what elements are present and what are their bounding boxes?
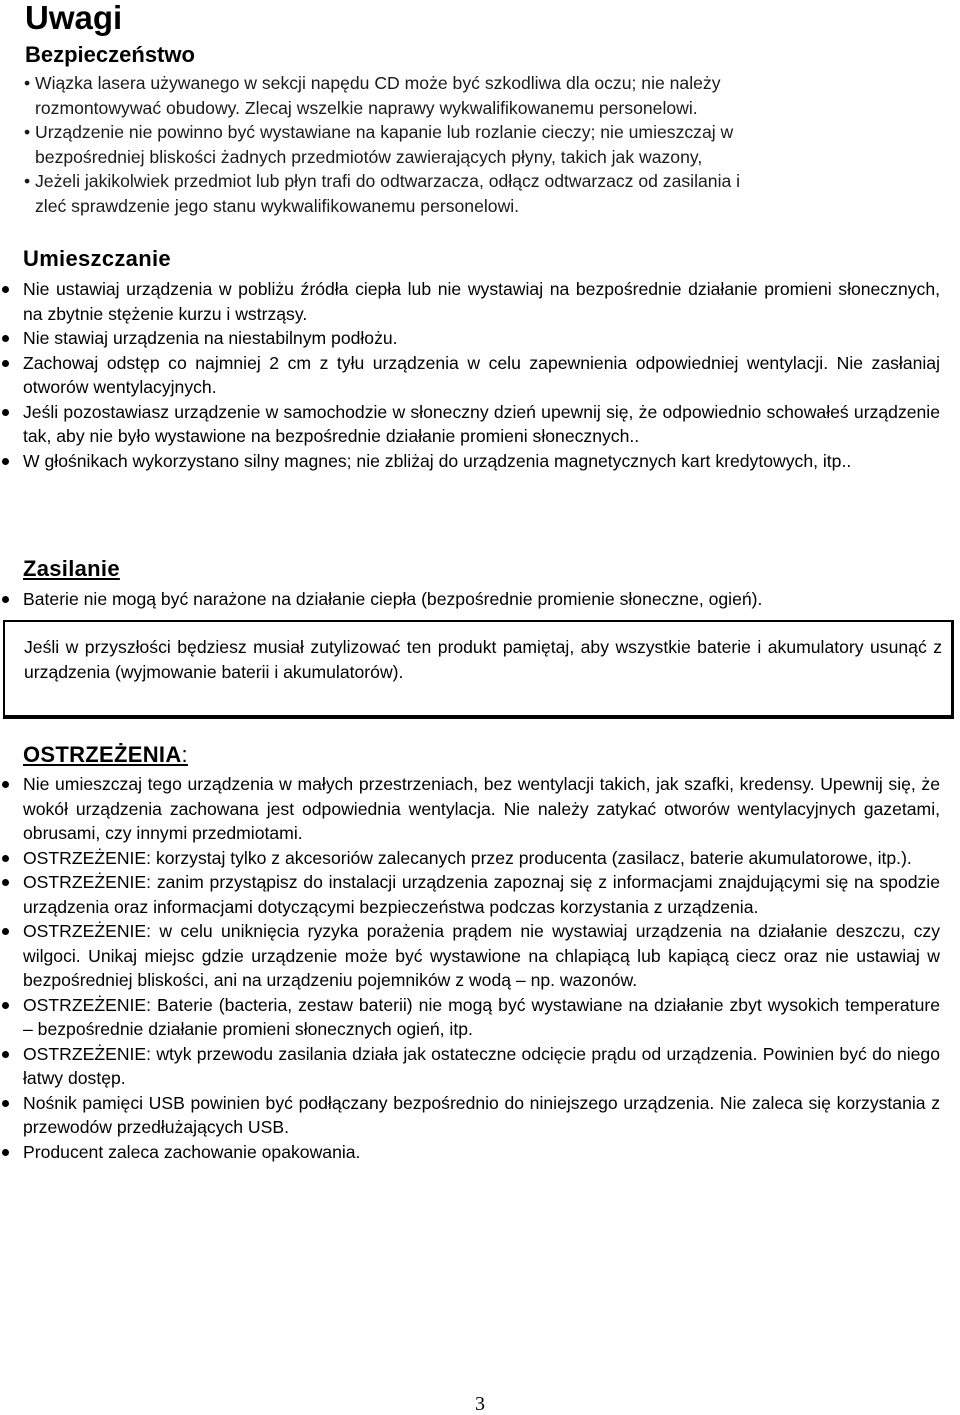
bullet-icon xyxy=(2,596,9,603)
list-item xyxy=(0,870,940,919)
section-heading-placement: Umieszczanie xyxy=(23,246,171,271)
bullet-icon xyxy=(2,928,9,935)
list-item xyxy=(24,194,944,219)
bullet-icon xyxy=(2,1002,9,1009)
list-item-text: W głośnikach wykorzystano silny magnes; nie zbliżaj do urządzenia magnetycznych kart kredytowych, itp.. xyxy=(23,450,852,471)
bullet-icon xyxy=(2,409,9,416)
page-number: 3 xyxy=(475,1393,485,1415)
section-heading-power xyxy=(23,556,120,582)
safety-line: Jeżeli jakikolwiek przedmiot lub płyn trafi do odtwarzacza, odłącz odtwarzacz od zasilania i xyxy=(35,171,741,191)
list-item xyxy=(24,96,944,121)
bullet-icon xyxy=(2,458,9,465)
list-item xyxy=(0,772,940,846)
bullet-icon xyxy=(2,879,9,886)
list-item-text: OSTRZEŻENIE: zanim przystąpisz do instalacji urządzenia zapoznaj się z informacjami znajdującymi się na spodzie urządzenia oraz informacjami dotyczącymi bezpieczeństwa podczas korzystania z urządzenia. xyxy=(23,872,940,917)
list-item-text: Zachowaj odstęp co najmniej 2 cm z tyłu urządzenia w celu zapewnienia odpowiedniej wentylacji. Nie zasłaniaj otworów wentylacyjnych. xyxy=(23,352,940,397)
warnings-list xyxy=(0,772,960,1164)
list-item xyxy=(24,120,944,145)
section-heading-warnings xyxy=(23,742,188,768)
bullet-icon xyxy=(2,286,9,293)
list-item xyxy=(24,169,944,194)
list-item xyxy=(24,145,944,170)
list-item xyxy=(0,326,940,351)
warnings-heading-colon: : xyxy=(181,742,188,767)
list-item-text: Baterie nie mogą być narażone na działanie ciepła (bezpośrednie promienie słoneczne, ogień). xyxy=(23,589,763,609)
bullet-icon xyxy=(2,855,9,862)
list-item xyxy=(0,1140,940,1165)
list-item xyxy=(0,400,940,449)
bullet-icon: • xyxy=(24,171,31,191)
list-item xyxy=(24,71,944,96)
list-item xyxy=(0,449,940,474)
section-heading-safety: Bezpieczeństwo xyxy=(25,42,195,67)
safety-line: bezpośredniej bliskości żadnych przedmiotów zawierających płyny, takich jak wazony, xyxy=(35,146,703,167)
power-list xyxy=(0,587,960,612)
safety-line: rozmontowywać obudowy. Zlecaj wszelkie naprawy wykwalifikowanemu personelowi. xyxy=(35,97,698,118)
list-item-text: Producent zaleca zachowanie opakowania. xyxy=(23,1141,361,1162)
list-item-text: Nośnik pamięci USB powinien być podłączany bezpośrednio do niniejszego urządzenia. Nie zaleca się korzystania z przewodów przedłużających USB. xyxy=(23,1092,940,1137)
list-item xyxy=(0,846,940,871)
notice-text: Jeśli w przyszłości będziesz musiał zutylizować ten produkt pamiętaj, aby wszystkie baterie i akumulatory usunąć z urządzenia (wyjmowanie baterii i akumulatorów). xyxy=(24,637,942,682)
list-item xyxy=(0,587,940,612)
list-item xyxy=(0,993,940,1042)
warnings-heading-text: OSTRZEŻENIA xyxy=(23,742,182,767)
bullet-icon: • xyxy=(24,122,31,142)
page-title: Uwagi xyxy=(25,0,123,36)
bullet-icon xyxy=(2,781,9,788)
placement-list xyxy=(0,277,960,473)
bullet-icon xyxy=(2,1051,9,1058)
list-item xyxy=(0,919,940,993)
bullet-icon xyxy=(2,1149,9,1156)
list-item-text: OSTRZEŻENIE: korzystaj tylko z akcesoriów zalecanych przez producenta (zasilacz, baterie akumulatorowe, itp.). xyxy=(23,847,912,868)
list-item-text: Nie ustawiaj urządzenia w pobliżu źródła ciepła lub nie wystawiaj na bezpośrednie działanie promieni słonecznych, na zbytnie stężenie kurzu i wstrząsy. xyxy=(23,279,940,324)
list-item-text: Nie umieszczaj tego urządzenia w małych przestrzeniach, bez wentylacji takich, jak szafki, kredensy. Upewnij się, że wokół urządzenia zachowana jest odpowiednia wentylacja. Nie należy zatykać otworów wentylacyjnych gazetami, obrusami, czy innymi przedmiotami. xyxy=(23,774,940,843)
bullet-icon: • xyxy=(24,73,31,93)
safety-line: zleć sprawdzenie jego stanu wykwalifikowanemu personelowi. xyxy=(35,195,520,216)
list-item xyxy=(0,351,940,400)
list-item xyxy=(0,277,940,326)
bullet-icon xyxy=(2,335,9,342)
list-item-text: Nie stawiaj urządzenia na niestabilnym podłożu. xyxy=(23,328,398,348)
list-item xyxy=(0,1042,940,1091)
safety-line: Wiązka lasera używanego w sekcji napędu CD może być szkodliwa dla oczu; nie należy xyxy=(35,73,721,93)
list-item-text: OSTRZEŻENIE: w celu uniknięcia ryzyka porażenia prądem nie wystawiaj urządzenia na działanie deszczu, czy wilgoci. Unikaj miejsc gdzie urządzenie może być wystawione na chlapiącą lub kapiącą ciecz oraz nie ustawiaj w bezpośredniej bliskości, ani na urządzeniu pojemników z wodą – np. wazonów. xyxy=(23,921,940,990)
battery-disposal-notice xyxy=(3,620,954,719)
list-item-text: OSTRZEŻENIE: wtyk przewodu zasilania działa jak ostateczne odcięcie prądu od urządzenia. Powinien być do niego łatwy dostęp. xyxy=(23,1043,940,1088)
bullet-icon xyxy=(2,1100,9,1107)
list-item-text: Jeśli pozostawiasz urządzenie w samochodzie w słoneczny dzień upewnij się, że odpowiednio schowałeś urządzenie tak, aby nie było wystawione na bezpośrednie działanie promieni słonecznych.. xyxy=(23,401,940,446)
list-item xyxy=(0,1091,940,1140)
power-heading-text: Zasilanie xyxy=(23,556,120,581)
safety-line: Urządzenie nie powinno być wystawiane na kapanie lub rozlanie cieczy; nie umieszczaj w xyxy=(35,122,734,142)
list-item-text: OSTRZEŻENIE: Baterie (bacteria, zestaw baterii) nie mogą być wystawiane na działanie zbyt wysokich temperature – bezpośrednie działanie promieni słonecznych ogień, itp. xyxy=(23,994,940,1039)
bullet-icon xyxy=(2,360,9,367)
safety-list xyxy=(24,71,944,218)
